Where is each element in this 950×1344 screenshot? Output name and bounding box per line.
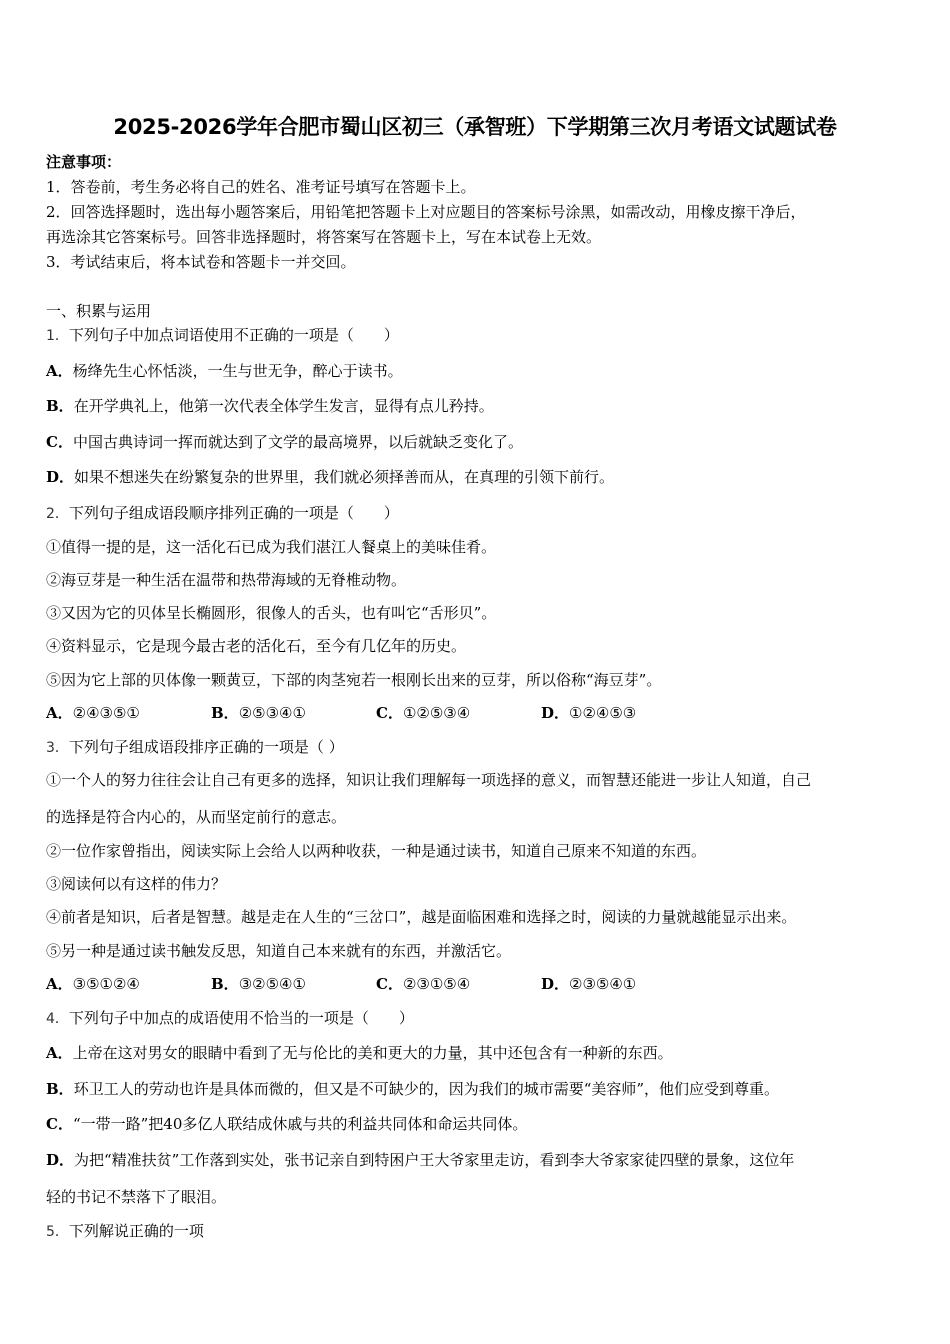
notes-heading: 注意事项： bbox=[46, 153, 122, 171]
option-a: A．③⑤①②④ bbox=[46, 975, 140, 993]
sentence: ④前者是知识，后者是智慧。越是走在人生的“三岔口”，越是面临困难和选择之时，阅读的力量就越能显示出来。 bbox=[46, 908, 797, 926]
sentence: ③又因为它的贝体呈长椭圆形，很像人的舌头，也有叫它“舌形贝”。 bbox=[46, 604, 497, 622]
option-c: C．中国古典诗词一挥而就达到了文学的最高境界，以后就缺乏变化了。 bbox=[46, 433, 523, 451]
question-stem: 下列解说正确的一项 bbox=[68, 1222, 204, 1240]
sentence: ①一个人的努力往往会让自己有更多的选择，知识让我们理解每一项选择的意义，而智慧还能进一步让人知道，自己 bbox=[46, 771, 812, 789]
options-row bbox=[46, 703, 636, 723]
question-5 bbox=[46, 1221, 204, 1242]
question-number: 1． bbox=[46, 328, 69, 344]
option-d: D．为把“精准扶贫”工作落到实处，张书记亲自到特困户王大爷家里走访，看到李大爷家家徒四壁的景象，这位年 bbox=[46, 1151, 795, 1169]
sentence: ②一位作家曾指出，阅读实际上会给人以两种收获，一种是通过读书，知道自己原来不知道的东西。 bbox=[46, 842, 707, 860]
option-d: D．如果不想迷失在纷繁复杂的世界里，我们就必须择善而从，在真理的引领下前行。 bbox=[46, 468, 615, 486]
sentence: ⑤因为它上部的贝体像一颗黄豆，下部的肉茎宛若一根刚长出来的豆芽，所以俗称“海豆芽”。 bbox=[46, 671, 662, 689]
question-1 bbox=[46, 325, 399, 346]
option-c: C．“一带一路”把40多亿人联结成休戚与共的利益共同体和命运共同体。 bbox=[46, 1115, 528, 1133]
option-d-continuation: 轻的书记不禁落下了眼泪。 bbox=[46, 1188, 227, 1206]
question-number: 2． bbox=[46, 506, 69, 522]
question-number: 4． bbox=[46, 1011, 69, 1027]
exam-title: 2025-2026学年合肥市蜀山区初三（承智班）下学期第三次月考语文试题试卷 bbox=[113, 115, 837, 139]
option-b: B．②⑤③④① bbox=[211, 704, 306, 722]
option-b: B．③②⑤④① bbox=[211, 975, 306, 993]
sentence: ①值得一提的是，这一活化石已成为我们湛江人餐桌上的美味佳肴。 bbox=[46, 538, 497, 556]
option-b: B．在开学典礼上，他第一次代表全体学生发言，显得有点儿矜持。 bbox=[46, 397, 494, 415]
question-stem: 下列句子中加点的成语使用不恰当的一项是（ ） bbox=[68, 1009, 414, 1027]
question-3 bbox=[46, 737, 344, 758]
option-d: D．①②④⑤③ bbox=[541, 704, 637, 722]
sentence: ⑤另一种是通过读书触发反思，知道自己本来就有的东西，并激活它。 bbox=[46, 942, 512, 960]
option-c: C．②③①⑤④ bbox=[376, 975, 471, 993]
sentence: 的选择是符合内心的，从而坚定前行的意志。 bbox=[46, 808, 347, 826]
option-b: B．环卫工人的劳动也许是具体而微的，但又是不可缺少的，因为我们的城市需要“美容师”，他们应受到尊重。 bbox=[46, 1080, 780, 1098]
question-4 bbox=[46, 1008, 414, 1029]
sentence: ③阅读何以有这样的伟力？ bbox=[46, 875, 227, 893]
question-2 bbox=[46, 503, 399, 524]
notes-item: 3．考试结束后，将本试卷和答题卡一并交回。 bbox=[46, 253, 356, 271]
question-number: 5． bbox=[46, 1224, 69, 1240]
option-a: A．②④③⑤① bbox=[46, 704, 140, 722]
options-row bbox=[46, 974, 636, 994]
question-stem: 下列句子中加点词语使用不正确的一项是（ ） bbox=[68, 326, 399, 344]
question-stem: 下列句子组成语段顺序排列正确的一项是（ ） bbox=[68, 504, 399, 522]
notes-item: 2．回答选择题时，选出每小题答案后，用铅笔把答题卡上对应题目的答案标号涂黑，如需改动，用橡皮擦干净后， bbox=[46, 203, 806, 221]
option-a: A．上帝在这对男女的眼睛中看到了无与伦比的美和更大的力量，其中还包含有一种新的东西。 bbox=[46, 1044, 673, 1062]
question-number: 3． bbox=[46, 740, 69, 756]
section-heading: 一、积累与运用 bbox=[46, 302, 152, 320]
option-c: C．①②⑤③④ bbox=[376, 704, 471, 722]
option-d: D．②③⑤④① bbox=[541, 975, 637, 993]
question-stem: 下列句子组成语段排序正确的一项是（ ） bbox=[68, 738, 344, 756]
sentence: ②海豆芽是一种生活在温带和热带海域的无脊椎动物。 bbox=[46, 571, 407, 589]
option-a: A．杨绛先生心怀恬淡，一生与世无争，醉心于读书。 bbox=[46, 362, 403, 380]
sentence: ④资料显示，它是现今最古老的活化石，至今有几亿年的历史。 bbox=[46, 637, 467, 655]
notes-item: 1．答卷前，考生务必将自己的姓名、准考证号填写在答题卡上。 bbox=[46, 178, 476, 196]
notes-item: 再选涂其它答案标号。回答非选择题时，将答案写在答题卡上，写在本试卷上无效。 bbox=[46, 228, 602, 246]
